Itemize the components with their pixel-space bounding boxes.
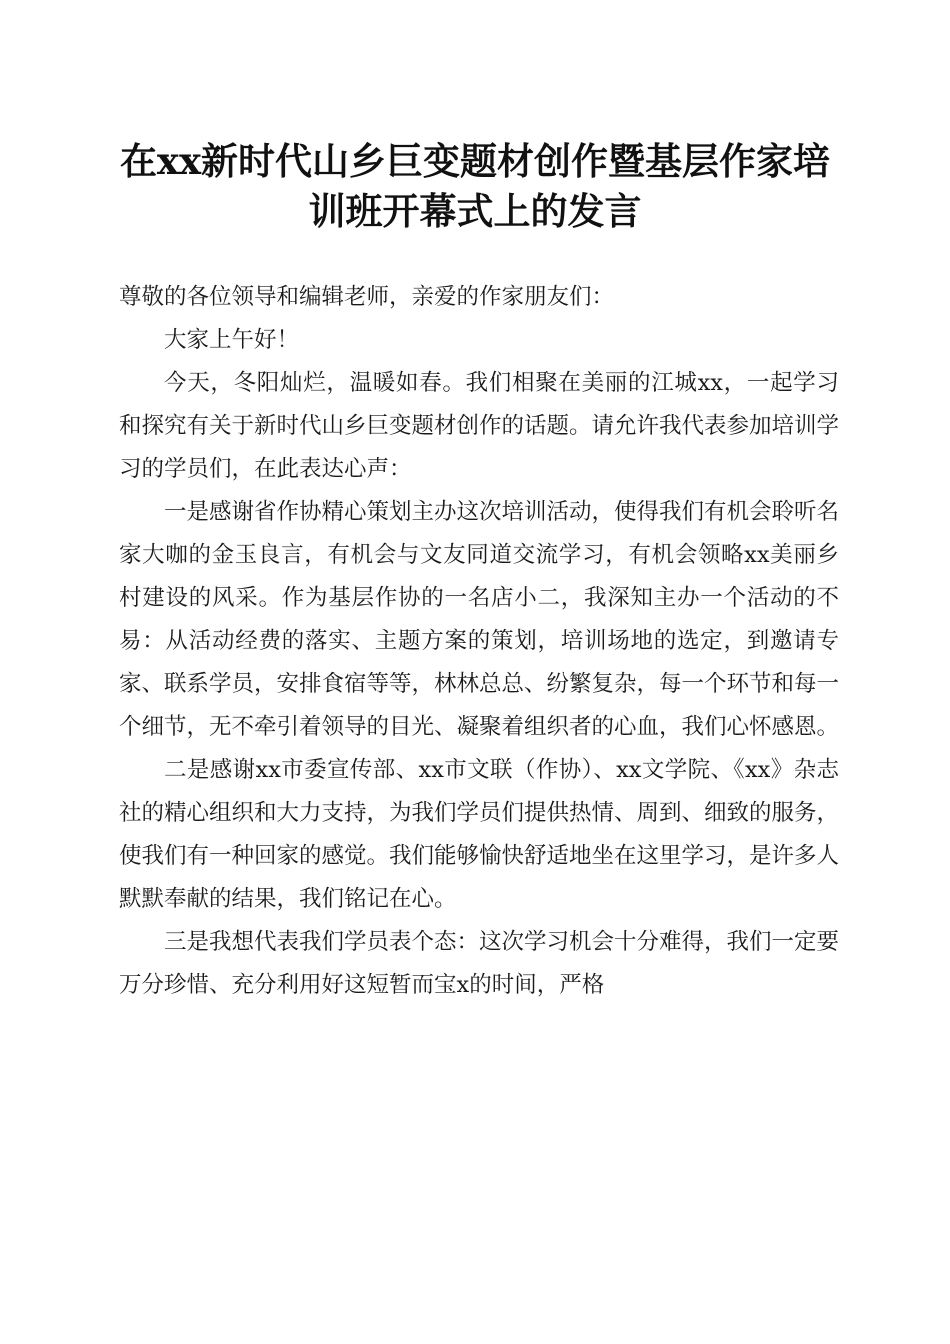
salutation: 尊敬的各位领导和编辑老师，亲爱的作家朋友们： xyxy=(119,284,615,310)
paragraph-first-point: 一是感谢省作协精心策划主办这次培训活动，使得我们有机会聆听名家大咖的金玉良言，有机会与文友同道交流学习，有机会领略xx美丽乡村建设的风采。作为基层作协的一名店小二，我深知主办一个活动的不易：从活动经费的落实、主题方案的策划，培训场地的选定，到邀请专家、联系学员，安排食宿等等，林林总总、纷繁复杂，每一个环节和每一个细节，无不牵引着领导的目光、凝聚着组织者的心血，我们心怀感恩。 xyxy=(119,499,840,740)
title-line-2: 训班开幕式上的发言 xyxy=(308,189,642,233)
paragraph-second-point: 二是感谢xx市委宣传部、xx市文联（作协）、xx文学院、《xx》杂志社的精心组织和大力支持，为我们学员们提供热情、周到、细致的服务，使我们有一种回家的感觉。我们能够愉快舒适地坐在这里学习，是许多人默默奉献的结果，我们铭记在心。 xyxy=(119,757,840,912)
paragraph-third-point: 三是我想代表我们学员表个态：这次学习机会十分难得，我们一定要万分珍惜、充分利用好这短暂而宝x的时间，严格 xyxy=(119,929,840,998)
title-line-1: 在xx新时代山乡巨变题材创作暨基层作家培 xyxy=(119,139,831,183)
document-title xyxy=(100,136,850,236)
greeting: 大家上午好！ xyxy=(164,327,300,353)
paragraph-intro: 今天，冬阳灿烂，温暖如春。我们相聚在美丽的江城xx，一起学习和探究有关于新时代山乡巨变题材创作的话题。请允许我代表参加培训学习的学员们，在此表达心声： xyxy=(119,370,840,482)
document-body xyxy=(119,276,839,1007)
